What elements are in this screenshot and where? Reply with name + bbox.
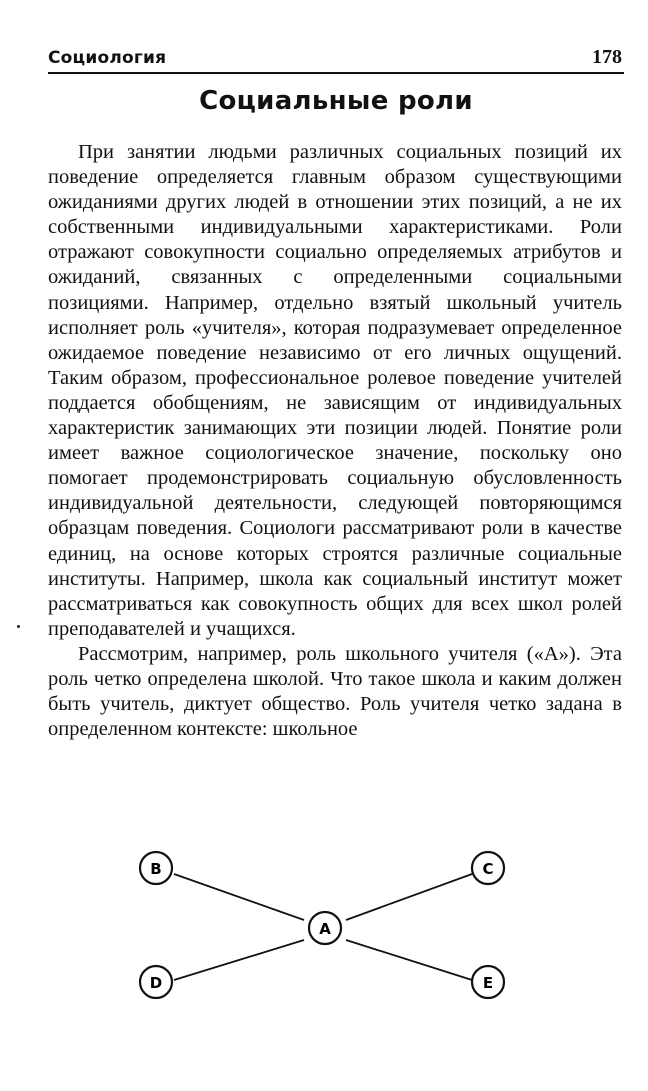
edge-c-a bbox=[346, 874, 472, 920]
node-d-label: D bbox=[149, 974, 163, 992]
page-header bbox=[48, 46, 624, 74]
stray-dot bbox=[17, 625, 20, 628]
edge-d-a bbox=[174, 940, 304, 980]
node-a bbox=[309, 912, 341, 944]
body-text bbox=[48, 140, 622, 742]
edge-e-a bbox=[346, 940, 472, 980]
node-d bbox=[140, 966, 172, 998]
paragraph-2: Рассмотрим, например, роль школьного учителя («А»). Эта роль четко определена школой. Что такое школа и каким должен быть учитель, диктует общество. Роль учителя четко задана в определенном контексте: школьное bbox=[48, 642, 622, 741]
edge-b-a bbox=[174, 874, 304, 920]
running-title: Социология bbox=[48, 48, 167, 68]
role-diagram-svg bbox=[130, 840, 520, 1010]
role-diagram bbox=[130, 840, 520, 1010]
node-c bbox=[472, 852, 504, 884]
node-c-label: C bbox=[482, 860, 494, 878]
page-number: 178 bbox=[592, 46, 622, 68]
node-e-label: E bbox=[482, 974, 494, 992]
node-a-label: A bbox=[319, 920, 331, 938]
node-b bbox=[140, 852, 172, 884]
node-b-label: B bbox=[150, 860, 162, 878]
node-e bbox=[472, 966, 504, 998]
paragraph-1: При занятии людьми различных социальных позиций их поведение определяется главным образом существующими ожиданиями других людей в отношении этих позиций, а не их собственными индивидуальными характеристиками. Роли отражают совокупности социально определяемых атрибутов и ожиданий, связанных с определенными социальными позициями. Например, отдельно взятый школьный учитель исполняет роль «учителя», которая подразумевает определенное ожидаемое поведение независимо от его личных ощущений. Таким образом, профессиональное ролевое поведение учителей поддается обобщениям, не зависящим от индивидуальных характеристик занимающих эти позиции людей. Понятие роли имеет важное социологическое значение, поскольку оно помогает продемонстрировать социальную обусловленность индивидуальной деятельности, следующей повторяющимся образцам поведения. Социологи рассматривают роли в качестве единиц, на основе которых строятся различные социальные институты. Например, школа как социальный институт может рассматриваться как совокупность общих для всех школ ролей преподавателей и учащихся. bbox=[48, 141, 622, 640]
section-title: Социальные роли bbox=[199, 86, 473, 116]
